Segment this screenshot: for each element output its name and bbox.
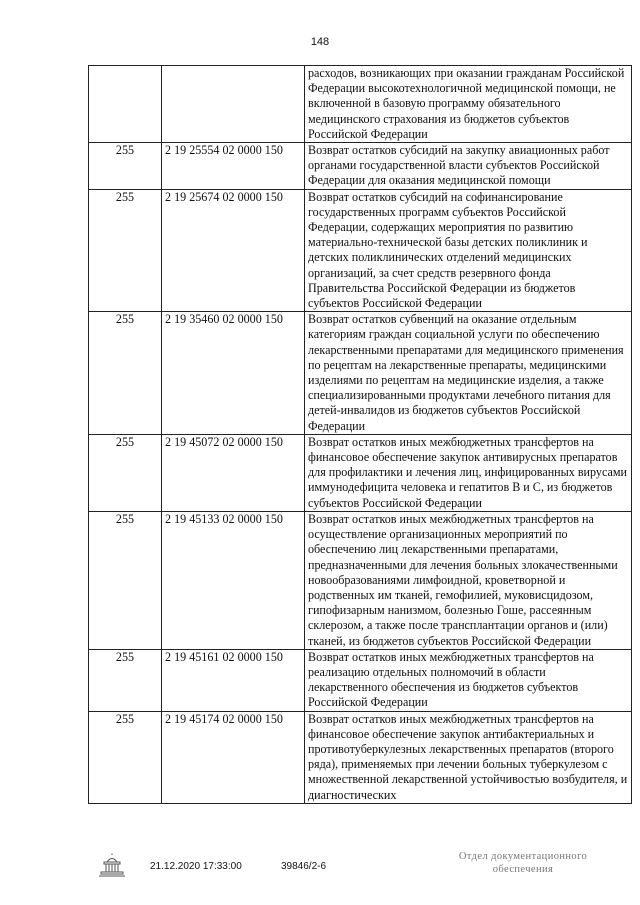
budget-code-cell: 2 19 45161 02 0000 150 bbox=[162, 649, 305, 711]
budget-code-cell: 2 19 45174 02 0000 150 bbox=[162, 711, 305, 803]
table-row bbox=[89, 711, 632, 803]
table-row bbox=[89, 511, 632, 649]
description-cell: Возврат остатков иных межбюджетных трансфертов на осуществление организационных мероприятий по обеспечению лиц лекарственными препаратами, предназначенными для лечения больных злокачественными новообразованиями лимфоидной, кроветворной и родственных им тканей, гемофилией, муковисцидозом, гипофизарным нанизмом, болезнью Гоше, рассеянным склерозом, а также после трансплантации органов и (или) тканей, из бюджетов субъектов Российской Федерации bbox=[305, 511, 632, 649]
budget-code-cell: 2 19 25674 02 0000 150 bbox=[162, 189, 305, 312]
budget-code-cell: 2 19 25554 02 0000 150 bbox=[162, 143, 305, 190]
description-cell: Возврат остатков иных межбюджетных трансфертов на финансовое обеспечение закупок антибактериальных и противотуберкулезных лекарственных препаратов (второго ряда), применяемых при лечении больных туберкулезом с множественной лекарственной устойчивостью возбудителя, и диагностических bbox=[305, 711, 632, 803]
admin-code-cell: 255 bbox=[89, 511, 162, 649]
table-row bbox=[89, 649, 632, 711]
admin-code-cell: 255 bbox=[89, 312, 162, 435]
description-cell: Возврат остатков иных межбюджетных трансфертов на реализацию отдельных полномочий в области лекарственного обеспечения из бюджетов субъектов Российской Федерации bbox=[305, 649, 632, 711]
document-number: 39846/2-6 bbox=[281, 861, 327, 872]
admin-code-cell: 255 bbox=[89, 649, 162, 711]
description-cell: Возврат остатков субвенций на оказание отдельным категориям граждан социальной услуги по обеспечению лекарственными препаратами для медицинского применения по рецептам на лекарственные препараты, медицинскими изделиями по рецептам на медицинские изделия, а также специализированными продуктами лечебного питания для детей-инвалидов из бюджетов субъектов Российской Федерации bbox=[305, 312, 632, 435]
registration-datetime: 21.12.2020 17:33:00 bbox=[150, 861, 242, 872]
admin-code-cell bbox=[89, 66, 162, 143]
duma-building-emblem-icon bbox=[98, 853, 126, 879]
page-number: 148 bbox=[310, 36, 330, 48]
description-cell: Возврат остатков субсидий на закупку авиационных работ органами государственной власти субъектов Российской Федерации для оказания медицинской помощи bbox=[305, 143, 632, 190]
description-cell: Возврат остатков иных межбюджетных трансфертов на финансовое обеспечение закупок антивирусных препаратов для профилактики и лечения лиц, инфицированных вирусами иммунодефицита человека и гепатитов B и C, из бюджетов субъектов Российской Федерации bbox=[305, 434, 632, 511]
table-row bbox=[89, 143, 632, 190]
admin-code-cell: 255 bbox=[89, 143, 162, 190]
department-line: обеспечения bbox=[492, 864, 554, 875]
admin-code-cell: 255 bbox=[89, 434, 162, 511]
description-cell: Возврат остатков субсидий на софинансирование государственных программ субъектов Российской Федерации, содержащих мероприятия по развитию материально-технической базы детских поликлиник и детских поликлинических отделений медицинских организаций, за счет средств резервного фонда Правительства Российской Федерации из бюджетов субъектов Российской Федерации bbox=[305, 189, 632, 312]
table-row bbox=[89, 434, 632, 511]
budget-code-cell: 2 19 45133 02 0000 150 bbox=[162, 511, 305, 649]
budget-code-cell: 2 19 35460 02 0000 150 bbox=[162, 312, 305, 435]
department-stamp bbox=[438, 850, 608, 876]
budget-classification-table bbox=[88, 65, 632, 804]
budget-code-cell: 2 19 45072 02 0000 150 bbox=[162, 434, 305, 511]
description-cell: расходов, возникающих при оказании гражданам Российской Федерации высокотехнологичной медицинской помощи, не включенной в базовую программу обязательного медицинского страхования из бюджетов субъектов Российской Федерации bbox=[305, 66, 632, 143]
table-row bbox=[89, 189, 632, 312]
budget-code-cell bbox=[162, 66, 305, 143]
department-line: Отдел документационного bbox=[458, 851, 588, 862]
table-row bbox=[89, 66, 632, 143]
admin-code-cell: 255 bbox=[89, 189, 162, 312]
table-row bbox=[89, 312, 632, 435]
admin-code-cell: 255 bbox=[89, 711, 162, 803]
document-footer bbox=[88, 845, 618, 895]
